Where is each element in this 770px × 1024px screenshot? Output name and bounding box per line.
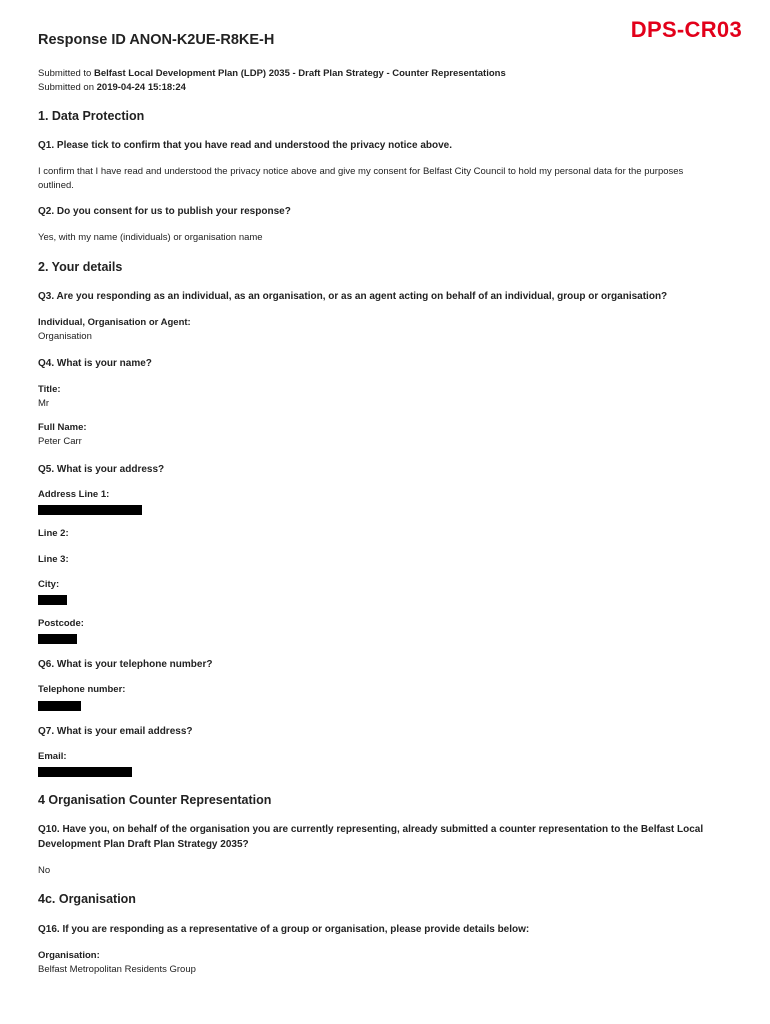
q2-question: Q2. Do you consent for us to publish your response? xyxy=(38,206,291,217)
q2-answer: Yes, with my name (individuals) or organisation name xyxy=(38,232,263,243)
q5-question: Q5. What is your address? xyxy=(38,464,165,475)
submitted-to-value: Belfast Local Development Plan (LDP) 2035 - Draft Plan Strategy - Counter Representations xyxy=(93,68,506,79)
email-redaction xyxy=(38,767,132,777)
q10-question: Q10. Have you, on behalf of the organisation you are currently representing, already submitted a counter representation to the Belfast Local Development Plan Draft Plan Strategy 2035? xyxy=(38,824,704,850)
submitted-on-line xyxy=(38,81,186,95)
q7-question: Q7. What is your email address? xyxy=(38,726,193,737)
q10-answer: No xyxy=(38,865,51,876)
address-line1-redaction xyxy=(38,505,142,515)
telephone-redaction xyxy=(38,701,81,711)
title-label: Title: xyxy=(38,384,61,395)
document-code-stamp: DPS-CR03 xyxy=(630,17,742,42)
submitted-to-line xyxy=(38,67,506,81)
response-title: Response ID ANON-K2UE-R8KE-H xyxy=(38,32,275,48)
title-value: Mr xyxy=(38,398,50,409)
submitted-on-prefix: Submitted on xyxy=(38,82,97,93)
q3-answer: Organisation xyxy=(38,331,92,342)
q1-question: Q1. Please tick to confirm that you have read and understood the privacy notice above. xyxy=(38,140,452,151)
q3-label: Individual, Organisation or Agent: xyxy=(38,317,191,328)
section-organisation: 4c. Organisation xyxy=(38,892,136,906)
full-name-value: Peter Carr xyxy=(38,436,82,447)
section-org-counter-representation: 4 Organisation Counter Representation xyxy=(38,793,272,807)
email-label: Email: xyxy=(38,751,67,762)
q1-answer: I confirm that I have read and understood the privacy notice above and give my consent for Belfast City Council to hold my personal data for the purposes outlined. xyxy=(38,166,684,191)
section-your-details: 2. Your details xyxy=(38,260,123,274)
q4-question: Q4. What is your name? xyxy=(38,358,152,369)
city-label: City: xyxy=(38,579,60,590)
organisation-value: Belfast Metropolitan Residents Group xyxy=(38,964,196,975)
submitted-to-prefix: Submitted to xyxy=(38,68,94,79)
section-data-protection: 1. Data Protection xyxy=(38,109,145,123)
q6-question: Q6. What is your telephone number? xyxy=(38,659,213,670)
address-line1-label: Address Line 1: xyxy=(38,489,110,500)
postcode-redaction xyxy=(38,634,77,644)
organisation-label: Organisation: xyxy=(38,950,100,961)
full-name-label: Full Name: xyxy=(38,422,87,433)
postcode-label: Postcode: xyxy=(38,618,84,629)
city-redaction xyxy=(38,595,67,605)
q16-question: Q16. If you are responding as a representative of a group or organisation, please provide details below: xyxy=(38,924,530,935)
address-line2-label: Line 2: xyxy=(38,528,69,539)
submitted-on-value: 2019-04-24 15:18:24 xyxy=(96,82,186,93)
address-line3-label: Line 3: xyxy=(38,554,69,565)
q3-question: Q3. Are you responding as an individual, as an organisation, or as an agent acting on behalf of an individual, group or organisation? xyxy=(38,291,668,302)
telephone-label: Telephone number: xyxy=(38,684,126,695)
